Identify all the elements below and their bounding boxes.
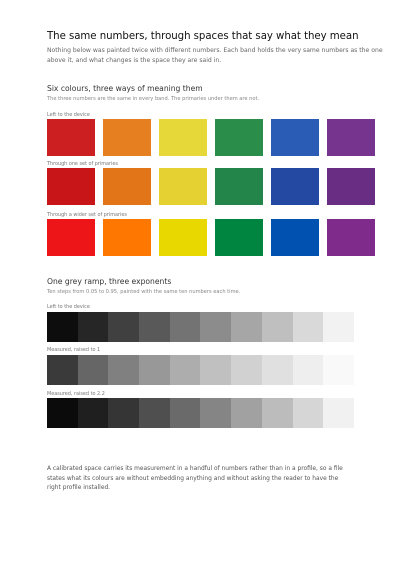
colour-swatch [47,219,95,256]
colour-swatch [108,398,139,428]
colour-swatch [159,219,207,256]
colour-band-label: Through a wider set of primaries [47,212,127,218]
colour-swatch [170,398,201,428]
colour-swatch [108,312,139,342]
colour-swatch [139,312,170,342]
colour-swatch [262,398,293,428]
colour-swatch [293,312,324,342]
colour-swatch [323,355,354,385]
colour-swatch [293,355,324,385]
colour-swatch [293,398,324,428]
intro-paragraph: Nothing below was painted twice with different numbers. Each band holds the very same numbers as the one above it, and what changes is the space they are said in. [47,47,383,64]
colour-swatch [47,398,78,428]
colour-swatch [47,119,95,156]
colour-band-row [47,119,354,156]
colour-swatch [271,219,319,256]
colour-swatch [78,312,109,342]
colour-band-label: Through one set of primaries [47,161,118,167]
colour-swatch [170,312,201,342]
colour-swatch [78,398,109,428]
colour-swatch [103,168,151,205]
colour-swatch [103,219,151,256]
grey-band-label: Left to the device [47,304,90,310]
colour-band-row [47,168,354,205]
colour-band-label: Left to the device [47,112,90,118]
colour-swatch [231,355,262,385]
colour-swatch [47,355,78,385]
colour-swatch [323,398,354,428]
grey-band-row [47,398,354,428]
grey-section-note: Ten steps from 0.05 to 0.95, painted with the same ten numbers each time. [47,289,241,295]
colour-swatch [139,355,170,385]
colour-swatch [215,119,263,156]
colour-swatch [215,219,263,256]
colour-swatch [262,355,293,385]
colour-swatch [231,398,262,428]
colour-swatch [139,398,170,428]
grey-section-heading: One grey ramp, three exponents [47,277,172,286]
colour-swatch [108,355,139,385]
colour-swatch [231,312,262,342]
colour-swatch [215,168,263,205]
colour-swatch [327,119,375,156]
colour-band-row [47,219,354,256]
page-title: The same numbers, through spaces that say what they mean [47,31,359,42]
colour-swatch [159,168,207,205]
colour-swatch [47,312,78,342]
colour-swatch [200,312,231,342]
colour-swatch [159,119,207,156]
grey-band-row [47,312,354,342]
grey-band-label: Measured, raised to 1 [47,347,101,353]
grey-band-row [47,355,354,385]
colour-swatch [323,312,354,342]
colour-swatch [78,355,109,385]
closing-paragraph: A calibrated space carries its measurement in a handful of numbers rather than in a profile, so a file states what its colours are without embedding anything and without asking the reader to have the right profile installed. [47,466,343,492]
colour-swatch [262,312,293,342]
colour-swatch [200,355,231,385]
colour-swatch [200,398,231,428]
colour-swatch [327,168,375,205]
grey-band-label: Measured, raised to 2.2 [47,391,105,397]
colour-swatch [271,168,319,205]
colour-swatch [327,219,375,256]
colour-swatch [103,119,151,156]
colour-swatch [170,355,201,385]
colours-section-heading: Six colours, three ways of meaning them [47,84,203,93]
colours-section-note: The three numbers are the same in every band. The primaries under them are not. [47,96,260,102]
colour-swatch [47,168,95,205]
colour-swatch [271,119,319,156]
